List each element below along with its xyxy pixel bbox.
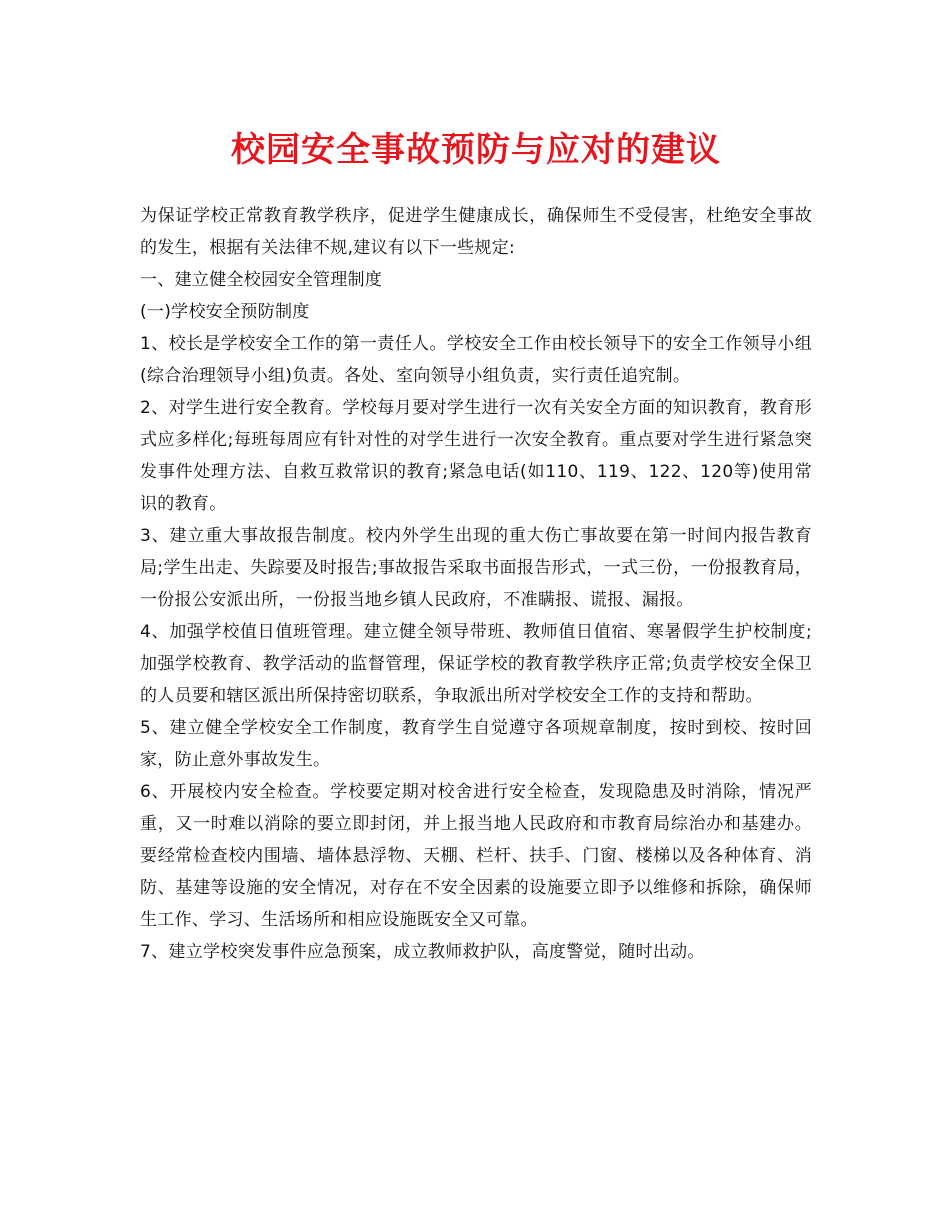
paragraph-item-2: 2、对学生进行安全教育。学校每月要对学生进行一次有关安全方面的知识教育，教育形式应多样化;每班每周应有针对性的对学生进行一次安全教育。重点要对学生进行紧急突发事件处理方法、自救互救常识的教育;紧急电话(如110、119、122、120等)使用常识的教育。 [140,398,812,514]
section-heading: 一、建立健全校园安全管理制度 [140,270,383,290]
paragraph-item-4: 4、加强学校值日值班管理。建立健全领导带班、教师值日值宿、寒暑假学生护校制度;加强学校教育、教学活动的监督管理，保证学校的教育教学秩序正常;负责学校安全保卫的人员要和辖区派出所保持密切联系，争取派出所对学校安全工作的支持和帮助。 [140,622,812,706]
paragraph-item-3: 3、建立重大事故报告制度。校内外学生出现的重大伤亡事故要在第一时间内报告教育局;学生出走、失踪要及时报告;事故报告采取书面报告形式，一式三份，一份报教育局，一份报公安派出所，一份报当地乡镇人民政府，不准瞒报、谎报、漏报。 [140,526,812,610]
paragraph-item-1: 1、校长是学校安全工作的第一责任人。学校安全工作由校长领导下的安全工作领导小组(综合治理领导小组)负责。各处、室向领导小组负责，实行责任追究制。 [140,334,812,386]
paragraph-item-7: 7、建立学校突发事件应急预案，成立教师救护队，高度警觉，随时出动。 [140,942,705,962]
document-title: 校园安全事故预防与应对的建议 [231,130,721,170]
subsection-heading: (一)学校安全预防制度 [140,302,310,322]
document-body [140,200,812,968]
paragraph-item-6: 6、开展校内安全检查。学校要定期对校舍进行安全检查，发现隐患及时消除，情况严重，又一时难以消除的要立即封闭，并上报当地人民政府和市教育局综治办和基建办。要经常检查校内围墙、墙体悬浮物、天棚、栏杆、扶手、门窗、楼梯以及各种体育、消防、基建等设施的安全情况，对存在不安全因素的设施要立即予以维修和拆除，确保师生工作、学习、生活场所和相应设施既安全又可靠。 [140,782,812,930]
document-page [140,120,812,968]
paragraph-item-5: 5、建立健全学校安全工作制度，教育学生自觉遵守各项规章制度，按时到校、按时回家，防止意外事故发生。 [140,718,812,770]
paragraph-intro: 为保证学校正常教育教学秩序，促进学生健康成长，确保师生不受侵害，杜绝安全事故的发生，根据有关法律不规,建议有以下一些规定: [140,206,812,258]
